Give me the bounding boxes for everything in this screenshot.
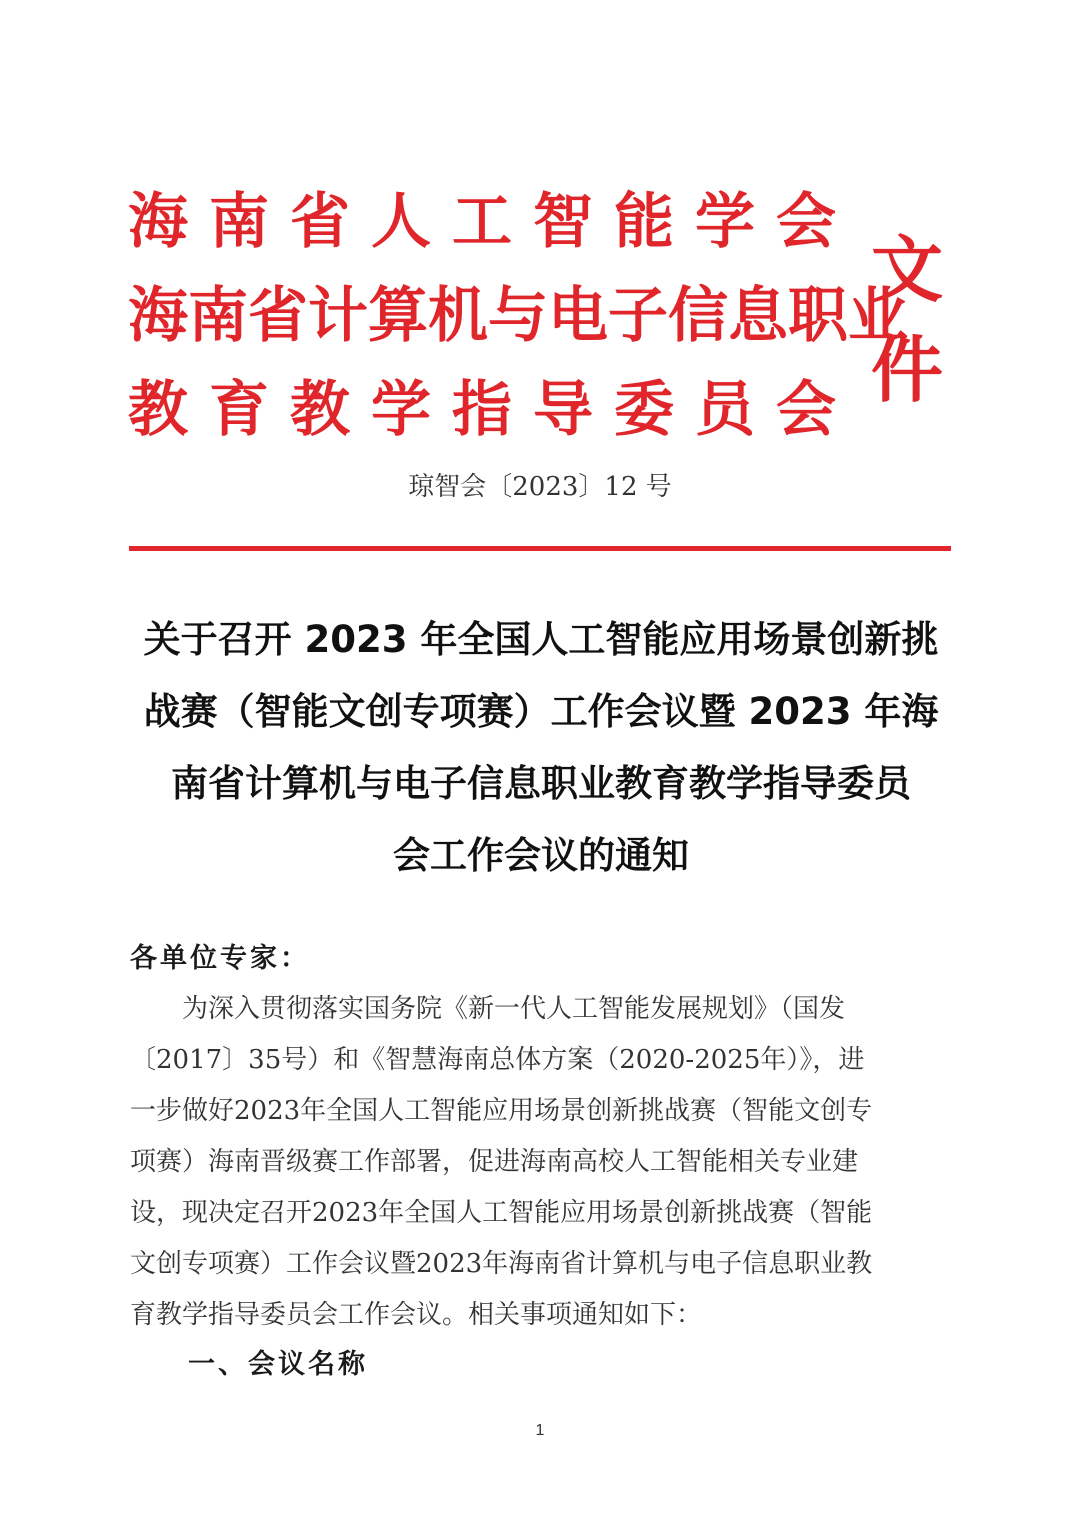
org-char: 育	[209, 375, 269, 445]
org-char: 电	[548, 281, 608, 351]
document-title	[126, 604, 956, 892]
body-line: 一步做好2023年全国人工智能应用场景创新挑战赛（智能文创专	[130, 1096, 873, 1126]
org-char: 南	[188, 281, 248, 351]
org-char: 会	[776, 375, 836, 445]
document-label-char: 件	[870, 328, 943, 412]
org-char: 员	[695, 375, 755, 445]
org-char: 工	[452, 187, 512, 257]
salutation: 各单位专家：	[130, 943, 310, 974]
org-char: 教	[128, 375, 188, 445]
org-name-line-2	[128, 281, 908, 351]
org-char: 学	[371, 375, 431, 445]
org-char: 职	[788, 281, 848, 351]
org-char: 指	[452, 375, 512, 445]
document-number: 琼智会〔2023〕12 号	[408, 472, 672, 502]
document-label	[866, 220, 948, 420]
body-line: 设，现决定召开2023年全国人工智能应用场景创新挑战赛（智能	[130, 1198, 873, 1228]
org-char: 人	[371, 187, 431, 257]
org-char: 智	[533, 187, 593, 257]
org-char: 算	[368, 281, 428, 351]
org-char: 计	[308, 281, 368, 351]
org-char: 导	[533, 375, 593, 445]
org-char: 机	[428, 281, 488, 351]
org-char: 海	[128, 187, 188, 257]
title-line: 会工作会议的通知	[393, 834, 689, 877]
body-line: 文创专项赛）工作会议暨2023年海南省计算机与电子信息职业教	[130, 1249, 873, 1279]
red-divider-line	[129, 546, 951, 551]
body-line: 为深入贯彻落实国务院《新一代人工智能发展规划》（国发	[130, 994, 846, 1024]
org-char: 信	[668, 281, 728, 351]
title-line: 南省计算机与电子信息职业教育教学指导委员	[171, 762, 911, 805]
org-char: 息	[728, 281, 788, 351]
title-line: 战赛（智能文创专项赛）工作会议暨 2023 年海	[143, 690, 939, 733]
org-char: 学	[695, 187, 755, 257]
section-heading: 一、会议名称	[188, 1349, 368, 1380]
org-char: 能	[614, 187, 674, 257]
document-label-char: 文	[870, 228, 943, 312]
body-line: 育教学指导委员会工作会议。相关事项通知如下：	[130, 1300, 703, 1330]
org-char: 省	[248, 281, 308, 351]
org-char: 省	[290, 187, 350, 257]
org-char: 与	[488, 281, 548, 351]
org-name-line-3	[128, 375, 836, 445]
org-name-line-1	[128, 187, 836, 257]
org-char: 委	[614, 375, 674, 445]
body-line: 项赛）海南晋级赛工作部署，促进海南高校人工智能相关专业建	[130, 1147, 859, 1177]
body-paragraph	[130, 984, 942, 1341]
page-number: 1	[535, 1422, 545, 1439]
org-char: 海	[128, 281, 188, 351]
body-line: 〔2017〕35号）和《智慧海南总体方案（2020-2025年）》，进	[130, 1045, 865, 1075]
org-char: 南	[209, 187, 269, 257]
org-char: 子	[608, 281, 668, 351]
org-char: 业	[848, 281, 908, 351]
document-header	[128, 178, 958, 458]
title-line: 关于召开 2023 年全国人工智能应用场景创新挑	[143, 618, 939, 661]
org-char: 会	[776, 187, 836, 257]
org-char: 教	[290, 375, 350, 445]
